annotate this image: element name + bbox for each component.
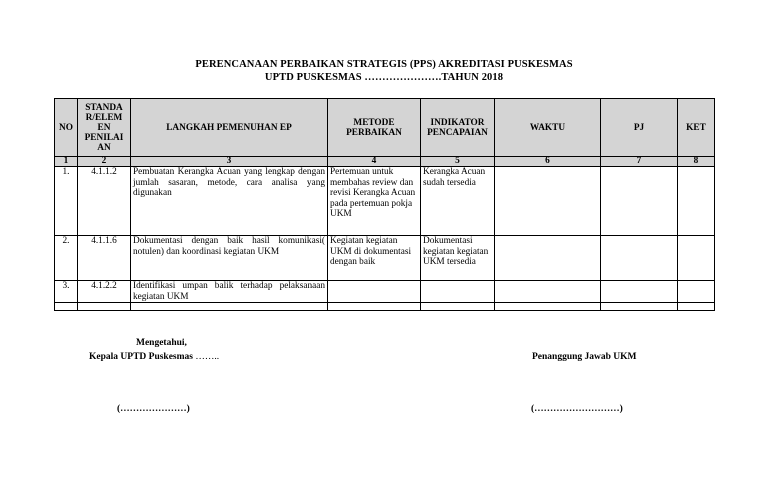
cell-standar: 4.1.1.6 [78,236,131,281]
empty-cell [328,303,421,311]
cell-ket [678,281,715,303]
cell-indikator: Dokumentasi kegiatan kegiatan UKM tersedia [421,236,495,281]
empty-cell [78,303,131,311]
cell-standar: 4.1.2.2 [78,281,131,303]
cell-metode: Pertemuan untuk membahas review dan revisi Kerangka Acuan pada pertemuan pokja UKM [328,167,421,236]
column-number: 7 [601,157,678,167]
cell-langkah: Pembuatan Kerangka Acuan yang lengkap dengan jumlah sasaran, metode, cara analisa yang digunakan [131,167,328,236]
cell-metode [328,281,421,303]
header-waktu: WAKTU [495,99,601,157]
cell-waktu [495,167,601,236]
cell-pj [601,167,678,236]
cell-ket [678,167,715,236]
empty-cell [131,303,328,311]
document-subtitle: UPTD PUSKESMAS ………………….TAHUN 2018 [264,72,504,83]
header-row [55,99,715,157]
cell-ket [678,236,715,281]
empty-cell [55,303,78,311]
empty-cell [601,303,678,311]
cell-no: 2. [55,236,78,281]
header-pj: PJ [601,99,678,157]
head-title: Kepala UPTD Puskesmas [89,352,193,362]
header-metode: METODE PERBAIKAN [328,99,421,157]
cell-no: 1. [55,167,78,236]
cell-langkah: Identifikasi umpan balik terhadap pelaksanaan kegiatan UKM [131,281,328,303]
ukm-responsible-label: Penanggung Jawab UKM [532,352,637,362]
column-number-row [55,157,715,167]
head-dots: …….. [192,352,220,362]
column-number: 6 [495,157,601,167]
column-number: 8 [678,157,715,167]
left-signature-line: (…………………) [117,404,190,414]
header-langkah: LANGKAH PEMENUHAN EP [131,99,328,157]
cell-indikator: Kerangka Acuan sudah tersedia [421,167,495,236]
cell-langkah: Dokumentasi dengan baik hasil komunikasi( notulen) dan koordinasi kegiatan UKM [131,236,328,281]
table-row [55,167,715,236]
cell-no: 3. [55,281,78,303]
table-row [55,281,715,303]
cell-metode: Kegiatan kegiatan UKM di dokumentasi dengan baik [328,236,421,281]
document-title: PERENCANAAN PERBAIKAN STRATEGIS (PPS) AKREDITASI PUSKESMAS [195,59,573,70]
empty-row [55,303,715,311]
table-row [55,236,715,281]
cell-waktu [495,236,601,281]
column-number: 3 [131,157,328,167]
pps-table [54,98,715,311]
header-standar: STANDA R/ELEM EN PENILAI AN [78,99,131,157]
cell-pj [601,281,678,303]
header-indikator: INDIKATOR PENCAPAIAN [421,99,495,157]
header-ket: KET [678,99,715,157]
column-number: 4 [328,157,421,167]
cell-waktu [495,281,601,303]
head-label [89,352,219,362]
cell-standar: 4.1.1.2 [78,167,131,236]
header-no: NO [55,99,78,157]
empty-cell [495,303,601,311]
column-number: 5 [421,157,495,167]
right-signature-line: (………………………) [531,404,623,414]
acknowledged-label: Mengetahui, [136,338,187,348]
cell-pj [601,236,678,281]
column-number: 2 [78,157,131,167]
cell-indikator [421,281,495,303]
column-number: 1 [55,157,78,167]
empty-cell [421,303,495,311]
empty-cell [678,303,715,311]
